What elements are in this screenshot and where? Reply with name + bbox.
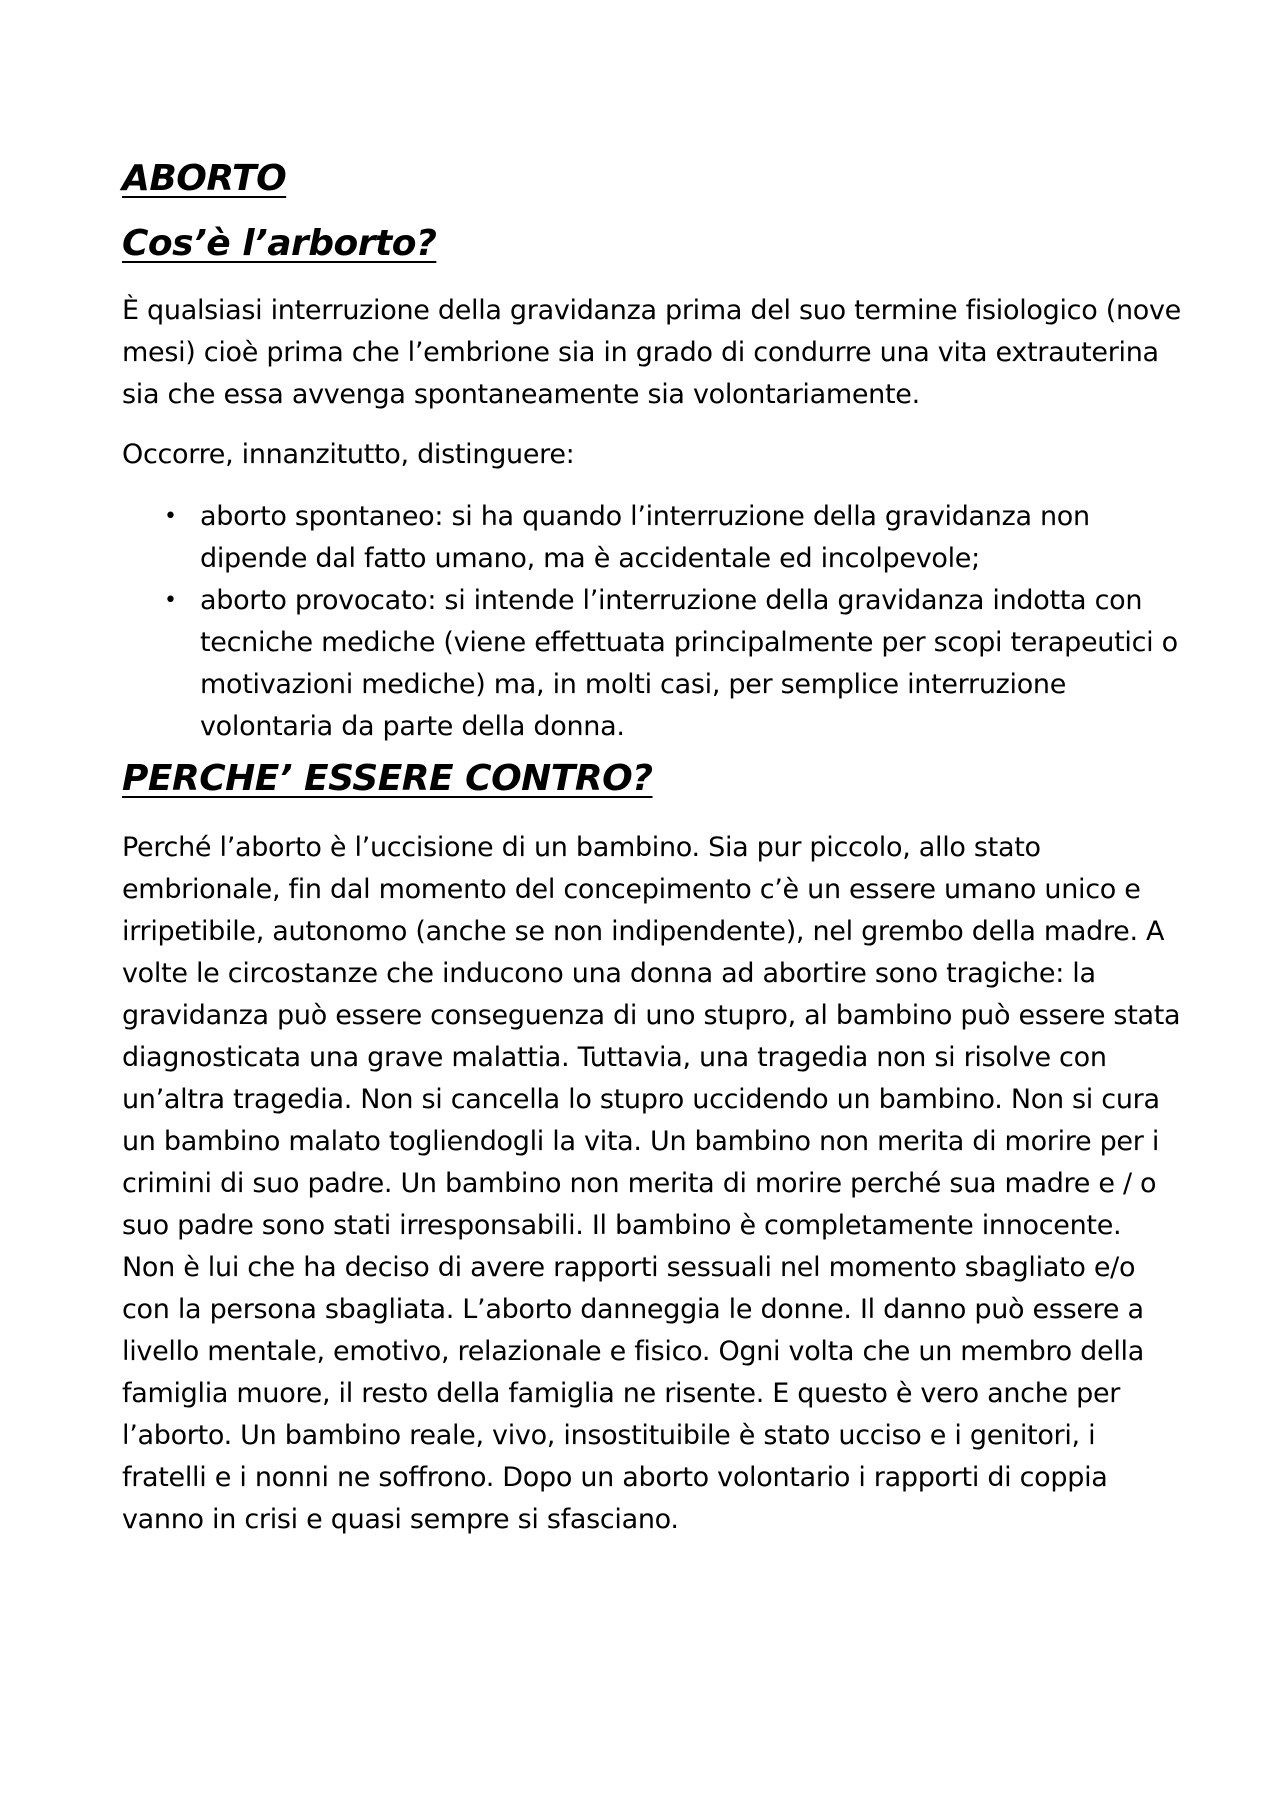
definition-paragraph: È qualsiasi interruzione della gravidanza prima del suo termine fisiologico (nove mesi) cioè prima che l’embrione sia in grado di condurre una vita extrauterina sia che essa avvenga spontaneamente sia volontariamente.: [122, 295, 1181, 410]
bullet-icon: •: [164, 588, 177, 613]
list-item-text: aborto spontaneo: si ha quando l’interruzione della gravidanza non dipende dal fatto umano, ma è accidentale ed incolpevole;: [200, 501, 1090, 574]
list-item-induced: [122, 580, 1182, 748]
document-content: [122, 156, 1182, 1541]
bullet-icon: •: [164, 504, 177, 529]
list-item-spontaneous: [122, 496, 1182, 580]
distinction-intro: Occorre, innanzitutto, distinguere:: [122, 439, 575, 470]
document-subtitle: Cos’è l’arborto?: [122, 223, 437, 264]
document-title: ABORTO: [122, 158, 287, 199]
section-heading: PERCHE’ ESSERE CONTRO?: [122, 758, 653, 799]
list-item-text: aborto provocato: si intende l’interruzione della gravidanza indotta con tecniche mediche (viene effettuata principalmente per scopi terapeutici o motivazioni mediche) ma, in molti casi, per semplice interruzione volontaria da parte della donna.: [200, 585, 1178, 742]
abortion-types-list: [122, 496, 1182, 748]
argument-paragraph: Perché l’aborto è l’uccisione di un bambino. Sia pur piccolo, allo stato embrionale, fin dal momento del concepimento c’è un essere umano unico e irripetibile, autonomo (anche se non indipendente), nel grembo della madre. A volte le circostanze che inducono una donna ad abortire sono tragiche: la gravidanza può essere conseguenza di uno stupro, al bambino può essere stata diagnosticata una grave malattia. Tuttavia, una tragedia non si risolve con un’altra tragedia. Non si cancella lo stupro uccidendo un bambino. Non si cura un bambino malato togliendogli la vita. Un bambino non merita di morire per i crimini di suo padre. Un bambino non merita di morire perché sua madre e / o suo padre sono stati irresponsabili. Il bambino è completamente innocente. Non è lui che ha deciso di avere rapporti sessuali nel momento sbagliato e/o con la persona sbagliata. L’aborto danneggia le donne. Il danno può essere a livello mentale, emotivo, relazionale e fisico. Ogni volta che un membro della famiglia muore, il resto della famiglia ne risente. E questo è vero anche per l’aborto. Un bambino reale, vivo, insostituibile è stato ucciso e i genitori, i fratelli e i nonni ne soffrono. Dopo un aborto volontario i rapporti di coppia vanno in crisi e quasi sempre si sfasciano.: [122, 832, 1181, 1535]
